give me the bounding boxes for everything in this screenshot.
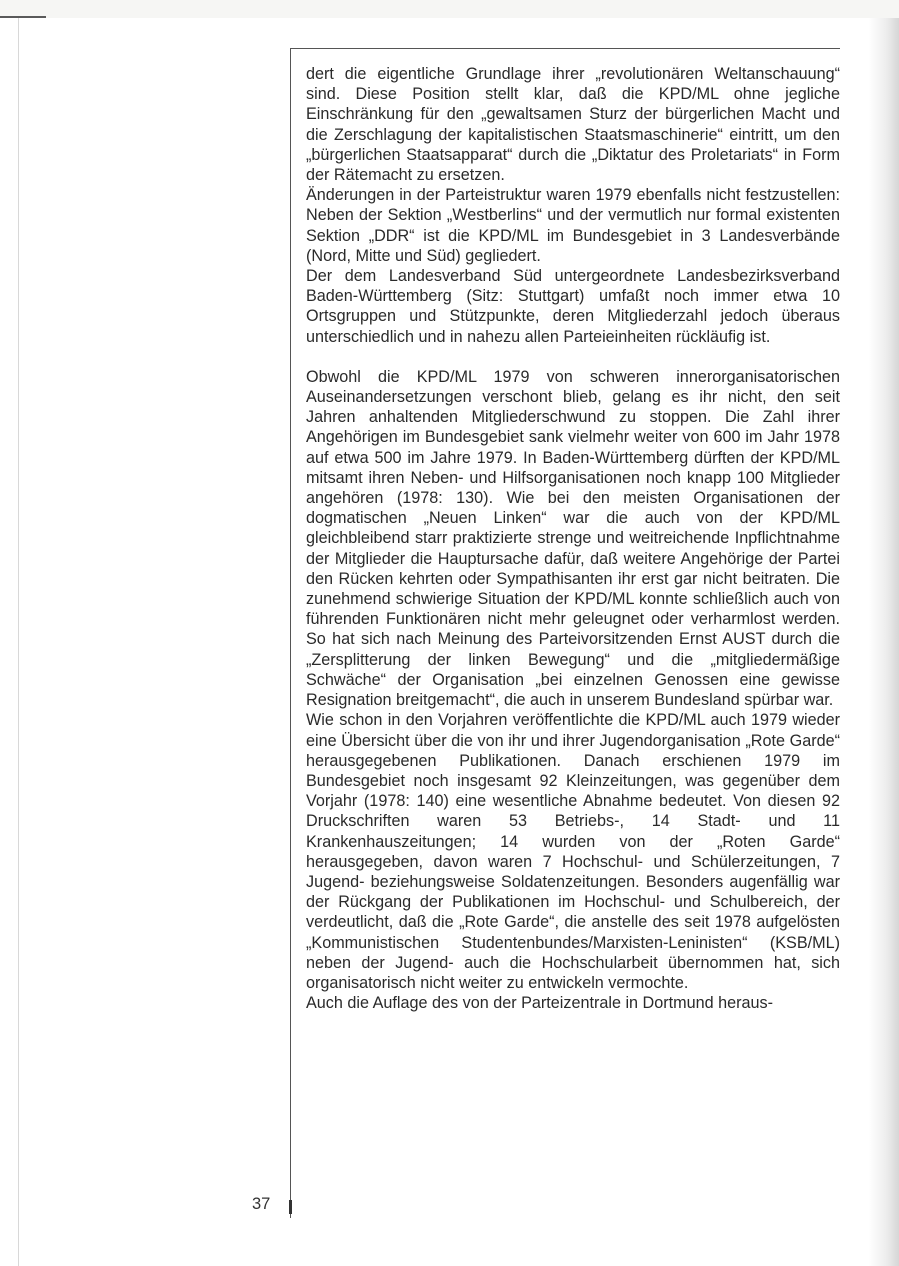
page-binding-shadow [869,18,899,1266]
paragraph: Auch die Auflage des von der Parteizentrale in Dortmund heraus- [306,994,774,1013]
column-rule-marker [289,1200,292,1214]
paragraph: Obwohl die KPD/ML 1979 von schweren innerorganisatorischen Auseinandersetzungen verschont blieb, gelang es ihr nicht, den seit Jahren anhaltenden Mitgliederschwund zu stoppen. Die Zahl ihrer Angehörigen im Bundesgebiet sank vielmehr weiter von 600 im Jahr 1978 auf etwa 500 im Jahre 1979. In Baden-Württemberg dürften der KPD/ML mitsamt ihren Neben- und Hilfsorganisationen noch knapp 100 Mitglieder angehören (1978: 130). Wie bei den meisten Organisationen der dogmatischen „Neuen Linken“ war die auch von der KPD/ML gleichbleibend starr praktizierte strenge und weitreichende Inpflichtnahme der Mitglieder die Hauptursache dafür, daß weitere Angehörige der Partei den Rücken kehrten oder Sympathisanten ihr erst gar nicht beitraten. Die zunehmend schwierige Situation der KPD/ML konnte schließlich auch von führenden Funktionären nicht mehr geleugnet oder verharmlost werden. So hat sich nach Meinung des Parteivorsitzenden Ernst AUST durch die „Zersplitterung der linken Bewegung“ und die „mitgliedermäßige Schwäche“ der Organisation „bei einzelnen Genossen eine gewisse Resignation breitgemacht“, die auch in unserem Bundesland spürbar war. [306,367,840,710]
left-margin-line [18,18,19,1266]
paragraph: Der dem Landesverband Süd untergeordnete Landesbezirksverband Baden-Württemberg (Sitz: Stuttgart) umfaßt noch immer etwa 10 Ortsgruppen und Stützpunkte, deren Mitgliederzahl jedoch überaus unterschiedlich und in nahezu allen Parteieinheiten rückläufig ist. [306,267,840,346]
paragraph: Änderungen in der Parteistruktur waren 1979 ebenfalls nicht festzustellen: Neben der Sektion „Westberlins“ und der vermutlich nur formal existenten Sektion „DDR“ ist die KPD/ML im Bundesgebiet in 3 Landesverbände (Nord, Mitte und Süd) gegliedert. [306,186,840,265]
paragraph: Wie schon in den Vorjahren veröffentlichte die KPD/ML auch 1979 wieder eine Übersicht über die von ihr und ihrer Jugendorganisation „Rote Garde“ herausgegebenen Publikationen. Danach erschienen 1979 im Bundesgebiet noch insgesamt 92 Kleinzeitungen, was gegenüber dem Vorjahr (1978: 140) eine wesentliche Abnahme bedeutet. Von diesen 92 Druckschriften waren 53 Betriebs-, 14 Stadt- und 11 Krankenhauszeitungen; 14 wurden von der „Roten Garde“ herausgegeben, davon waren 7 Hochschul- und Schülerzeitungen, 7 Jugend- beziehungsweise Soldatenzeitungen. Besonders augenfällig war der Rückgang der Publikationen im Hochschul- und Schulbereich, der verdeutlicht, daß die „Rote Garde“, die anstelle des seit 1978 aufgelösten „Kommunistischen Studentenbundes/Marxisten-Leninisten“ (KSB/ML) neben der Jugend- auch die Hochschularbeit übernommen hat, sich organisatorisch nicht weiter zu entwickeln vermochte. [306,711,840,992]
column-top-rule [290,48,840,49]
column-side-rule [290,48,291,1218]
body-text-column [306,64,840,1013]
paragraph: dert die eigentliche Grundlage ihrer „revolutionären Weltanschauung“ sind. Diese Position stellt klar, daß die KPD/ML ohne jegliche Einschränkung für den „gewaltsamen Sturz der bürgerlichen Macht und die Zerschlagung der kapitalistischen Staatsmaschinerie“ eintritt, um den „bürgerlichen Staatsapparat“ durch die „Diktatur des Proletariats“ in Form der Rätemacht zu ersetzen. [306,65,840,185]
page-top-edge [0,0,899,18]
page-number: 37 [252,1195,271,1213]
page-corner-mark [0,16,46,18]
